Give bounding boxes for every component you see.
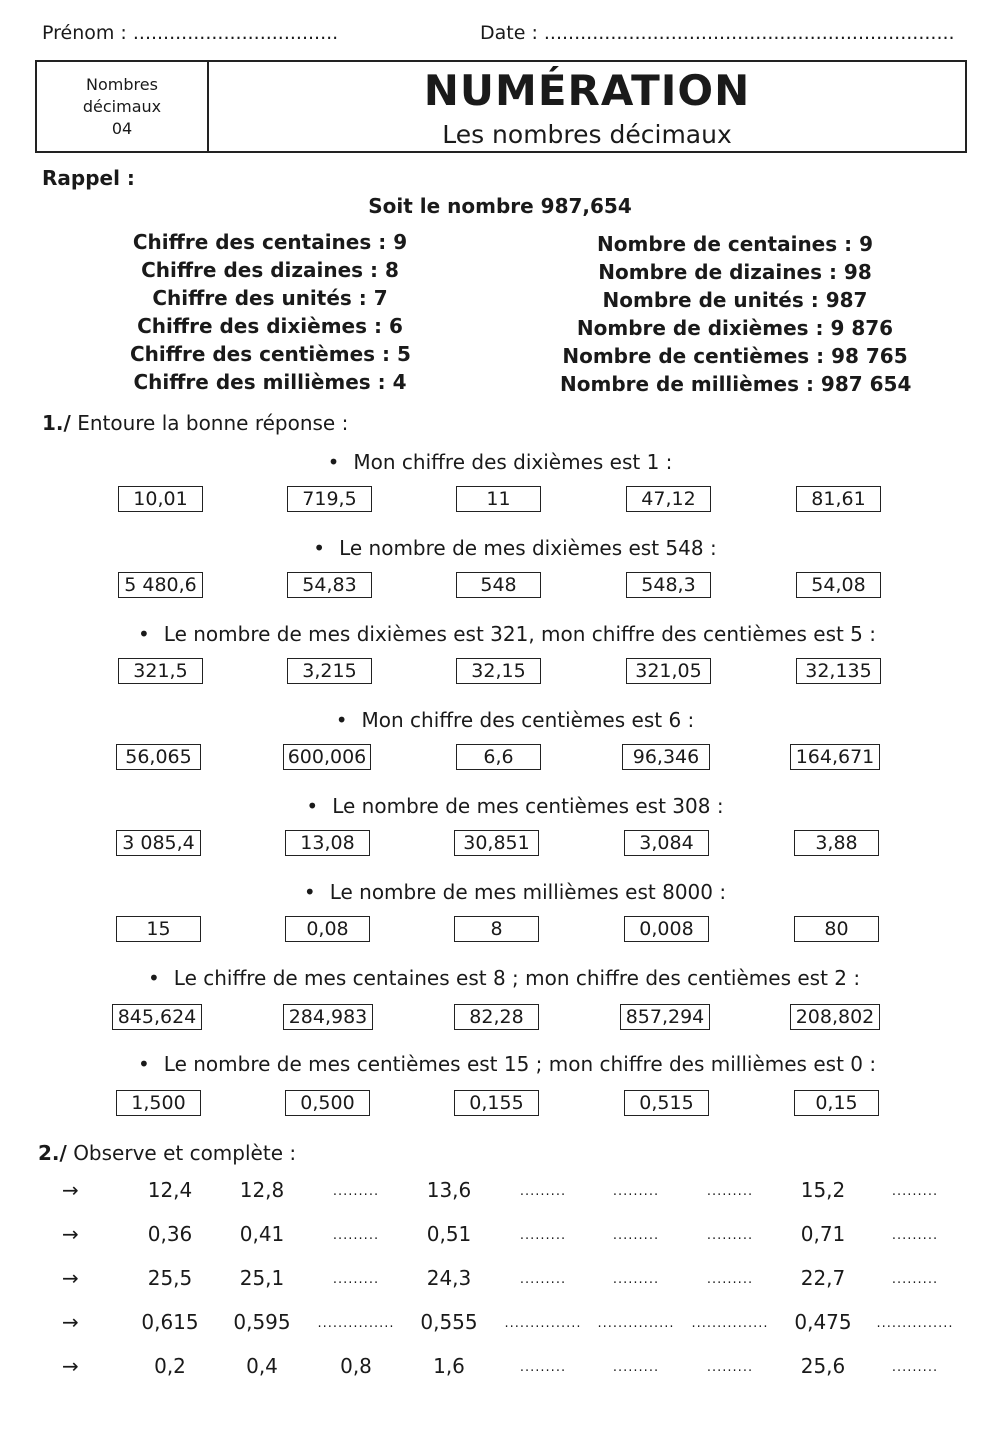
rappel-number-line: Nombre de centièmes : 98 765 bbox=[562, 344, 908, 368]
sequence-row bbox=[0, 1354, 1000, 1386]
answer-option[interactable]: 13,08 bbox=[285, 830, 370, 856]
sequence-blank[interactable]: ............... bbox=[597, 1316, 675, 1331]
sequence-row bbox=[0, 1266, 1000, 1298]
answer-option[interactable]: 11 bbox=[456, 486, 541, 512]
arrow-icon: → bbox=[62, 1310, 79, 1334]
statement-text: Le nombre de mes dixièmes est 321, mon chiffre des centièmes est 5 : bbox=[163, 622, 877, 646]
rappel-number-line: Nombre de millièmes : 987 654 bbox=[560, 372, 912, 396]
statement-text: Mon chiffre des dixièmes est 1 : bbox=[353, 450, 673, 474]
rappel-label: Rappel : bbox=[42, 166, 135, 190]
title-box bbox=[35, 60, 967, 153]
sequence-blank[interactable]: ............... bbox=[504, 1316, 582, 1331]
answer-option[interactable]: 548,3 bbox=[626, 572, 711, 598]
bullet-icon: • bbox=[138, 622, 150, 646]
statement-text: Le nombre de mes dixièmes est 548 : bbox=[339, 536, 717, 560]
answer-options-row bbox=[0, 744, 1000, 774]
sequence-value: 0,36 bbox=[147, 1222, 193, 1246]
rappel-digits-list bbox=[130, 230, 410, 398]
sequence-blank[interactable]: ......... bbox=[891, 1228, 939, 1243]
sequence-blank[interactable]: ......... bbox=[612, 1228, 660, 1243]
answer-option[interactable]: 0,155 bbox=[454, 1090, 539, 1116]
answer-option[interactable]: 719,5 bbox=[287, 486, 372, 512]
answer-option[interactable]: 3,88 bbox=[794, 830, 879, 856]
bullet-icon: • bbox=[327, 450, 340, 474]
sequence-blank[interactable]: ......... bbox=[706, 1272, 754, 1287]
sequence-blank[interactable]: ......... bbox=[519, 1228, 567, 1243]
sequence-value: 25,1 bbox=[239, 1266, 285, 1290]
answer-option[interactable]: 54,83 bbox=[287, 572, 372, 598]
rappel-number-line: Nombre de unités : 987 bbox=[602, 288, 868, 312]
page-title: NUMÉRATION bbox=[423, 66, 751, 115]
answer-option[interactable]: 30,851 bbox=[454, 830, 539, 856]
answer-option[interactable]: 0,15 bbox=[794, 1090, 879, 1116]
bullet-icon: • bbox=[335, 708, 348, 732]
answer-option[interactable]: 3,215 bbox=[287, 658, 372, 684]
sequence-blank[interactable]: ......... bbox=[706, 1228, 754, 1243]
sequence-blank[interactable]: ......... bbox=[891, 1360, 939, 1375]
rappel-digit-line: Chiffre des dizaines : 8 bbox=[141, 258, 399, 282]
sequence-blank[interactable]: ............... bbox=[876, 1316, 954, 1331]
rappel-intro: Soit le nombre 987,654 bbox=[368, 194, 632, 218]
exercise-1-statement bbox=[138, 622, 876, 646]
statement-text: Le nombre de mes centièmes est 308 : bbox=[332, 794, 724, 818]
sequence-blank[interactable]: ......... bbox=[519, 1360, 567, 1375]
answer-option[interactable]: 857,294 bbox=[620, 1004, 710, 1030]
sequence-value: 25,5 bbox=[147, 1266, 193, 1290]
sequence-value: 0,8 bbox=[340, 1354, 372, 1378]
worksheet-code-line: 04 bbox=[111, 119, 133, 138]
first-name-label: Prénom : .................................. bbox=[42, 22, 339, 44]
answer-option[interactable]: 321,05 bbox=[626, 658, 711, 684]
sequence-blank[interactable]: ......... bbox=[891, 1272, 939, 1287]
answer-option[interactable]: 3 085,4 bbox=[116, 830, 201, 856]
sequence-blank[interactable]: ......... bbox=[612, 1184, 660, 1199]
sequence-value: 13,6 bbox=[426, 1178, 472, 1202]
answer-options-row bbox=[0, 1004, 1000, 1034]
answer-option[interactable]: 96,346 bbox=[622, 744, 710, 770]
bullet-icon: • bbox=[148, 966, 160, 990]
sequence-value: 12,4 bbox=[147, 1178, 193, 1202]
answer-option[interactable]: 0,08 bbox=[285, 916, 370, 942]
rappel-digit-line: Chiffre des centièmes : 5 bbox=[130, 342, 411, 366]
answer-option[interactable]: 0,500 bbox=[285, 1090, 370, 1116]
sequence-blank[interactable]: ......... bbox=[332, 1184, 380, 1199]
date-label: Date : .................................................................... bbox=[480, 22, 955, 44]
sequence-row bbox=[0, 1310, 1000, 1342]
sequence-blank[interactable]: ............... bbox=[691, 1316, 769, 1331]
rappel-digit-line: Chiffre des centaines : 9 bbox=[132, 230, 408, 254]
sequence-row bbox=[0, 1178, 1000, 1210]
sequence-blank[interactable]: ......... bbox=[519, 1272, 567, 1287]
rappel-number-line: Nombre de dixièmes : 9 876 bbox=[576, 316, 894, 340]
sequence-blank[interactable]: ............... bbox=[317, 1316, 395, 1331]
answer-option[interactable]: 82,28 bbox=[454, 1004, 539, 1030]
sequence-value: 1,6 bbox=[433, 1354, 465, 1378]
exercise-2-heading bbox=[38, 1141, 296, 1165]
answer-option[interactable]: 1,500 bbox=[116, 1090, 201, 1116]
answer-option[interactable]: 47,12 bbox=[626, 486, 711, 512]
rappel-digit-line: Chiffre des unités : 7 bbox=[152, 286, 388, 310]
answer-option[interactable]: 284,983 bbox=[283, 1004, 373, 1030]
rappel-digit-line: Chiffre des dixièmes : 6 bbox=[137, 314, 403, 338]
answer-options-row bbox=[0, 486, 1000, 516]
answer-option[interactable]: 56,065 bbox=[116, 744, 201, 770]
exercise-2-number: 2./ bbox=[38, 1141, 67, 1165]
sequence-blank[interactable]: ......... bbox=[706, 1184, 754, 1199]
answer-options-row bbox=[0, 1090, 1000, 1120]
answer-option[interactable]: 8 bbox=[454, 916, 539, 942]
answer-option[interactable]: 32,135 bbox=[796, 658, 881, 684]
exercise-1-statement bbox=[0, 708, 1000, 732]
arrow-icon: → bbox=[62, 1222, 79, 1246]
exercise-2-title: Observe et complète : bbox=[73, 1141, 297, 1165]
answer-option[interactable]: 164,671 bbox=[790, 744, 880, 770]
sequence-blank[interactable]: ......... bbox=[519, 1184, 567, 1199]
sequence-value: 0,555 bbox=[420, 1310, 478, 1334]
exercise-1-statement bbox=[0, 794, 1000, 818]
sequence-value: 0,41 bbox=[239, 1222, 285, 1246]
rappel-number-line: Nombre de dizaines : 98 bbox=[598, 260, 872, 284]
exercise-1-statement bbox=[148, 966, 860, 990]
rappel-numbers-list bbox=[560, 232, 910, 400]
answer-option[interactable]: 81,61 bbox=[796, 486, 881, 512]
bullet-icon: • bbox=[313, 536, 326, 560]
sequence-row bbox=[0, 1222, 1000, 1254]
sequence-value: 15,2 bbox=[800, 1178, 846, 1202]
statement-text: Le chiffre de mes centaines est 8 ; mon chiffre des centièmes est 2 : bbox=[173, 966, 861, 990]
bullet-icon: • bbox=[306, 794, 319, 818]
worksheet-code-line: Nombres bbox=[86, 75, 158, 94]
exercise-1-title: Entoure la bonne réponse : bbox=[77, 411, 349, 435]
answer-option[interactable]: 80 bbox=[794, 916, 879, 942]
sequence-value: 24,3 bbox=[426, 1266, 472, 1290]
sequence-value: 0,4 bbox=[246, 1354, 278, 1378]
sequence-value: 12,8 bbox=[239, 1178, 285, 1202]
arrow-icon: → bbox=[62, 1178, 79, 1202]
answer-options-row bbox=[0, 916, 1000, 946]
answer-option[interactable]: 6,6 bbox=[456, 744, 541, 770]
bullet-icon: • bbox=[138, 1052, 150, 1076]
sequence-blank[interactable]: ......... bbox=[332, 1272, 380, 1287]
sequence-value: 0,71 bbox=[800, 1222, 846, 1246]
answer-option[interactable]: 600,006 bbox=[283, 744, 371, 770]
answer-option[interactable]: 32,15 bbox=[456, 658, 541, 684]
answer-option[interactable]: 548 bbox=[456, 572, 541, 598]
arrow-icon: → bbox=[62, 1266, 79, 1290]
answer-option[interactable]: 321,5 bbox=[118, 658, 203, 684]
sequence-blank[interactable]: ......... bbox=[332, 1228, 380, 1243]
answer-options-row bbox=[0, 572, 1000, 602]
bullet-icon: • bbox=[303, 880, 316, 904]
rappel-digit-line: Chiffre des millièmes : 4 bbox=[133, 370, 407, 394]
arrow-icon: → bbox=[62, 1354, 79, 1378]
sequence-value: 0,475 bbox=[794, 1310, 852, 1334]
sequence-blank[interactable]: ......... bbox=[891, 1184, 939, 1199]
sequence-value: 0,615 bbox=[141, 1310, 199, 1334]
page-subtitle: Les nombres décimaux bbox=[442, 120, 732, 149]
exercise-1-statement bbox=[0, 536, 1000, 560]
answer-option[interactable]: 54,08 bbox=[796, 572, 881, 598]
answer-option[interactable]: 15 bbox=[116, 916, 201, 942]
answer-option[interactable]: 3,084 bbox=[624, 830, 709, 856]
answer-option[interactable]: 0,515 bbox=[624, 1090, 709, 1116]
sequence-value: 22,7 bbox=[800, 1266, 846, 1290]
sequence-blank[interactable]: ......... bbox=[612, 1360, 660, 1375]
answer-option[interactable]: 10,01 bbox=[118, 486, 203, 512]
sequence-value: 0,2 bbox=[154, 1354, 186, 1378]
exercise-1-statement bbox=[0, 450, 1000, 474]
statement-text: Le nombre de mes centièmes est 15 ; mon chiffre des millièmes est 0 : bbox=[163, 1052, 877, 1076]
sequence-value: 0,595 bbox=[233, 1310, 291, 1334]
sequence-blank[interactable]: ......... bbox=[706, 1360, 754, 1375]
exercise-1-heading bbox=[42, 411, 348, 435]
exercise-1-statement bbox=[138, 1052, 876, 1076]
worksheet-code-line: décimaux bbox=[82, 97, 162, 116]
sequence-blank[interactable]: ......... bbox=[612, 1272, 660, 1287]
answer-option[interactable]: 845,624 bbox=[112, 1004, 202, 1030]
answer-options-row bbox=[0, 658, 1000, 688]
exercise-1-number: 1./ bbox=[42, 411, 71, 435]
answer-option[interactable]: 5 480,6 bbox=[118, 572, 203, 598]
answer-option[interactable]: 208,802 bbox=[790, 1004, 880, 1030]
rappel-number-line: Nombre de centaines : 9 bbox=[597, 232, 873, 256]
statement-text: Mon chiffre des centièmes est 6 : bbox=[361, 708, 695, 732]
worksheet-code bbox=[37, 62, 209, 151]
answer-option[interactable]: 0,008 bbox=[624, 916, 709, 942]
statement-text: Le nombre de mes millièmes est 8000 : bbox=[329, 880, 727, 904]
sequence-value: 25,6 bbox=[800, 1354, 846, 1378]
exercise-1-statement bbox=[0, 880, 1000, 904]
answer-options-row bbox=[0, 830, 1000, 860]
sequence-value: 0,51 bbox=[426, 1222, 472, 1246]
